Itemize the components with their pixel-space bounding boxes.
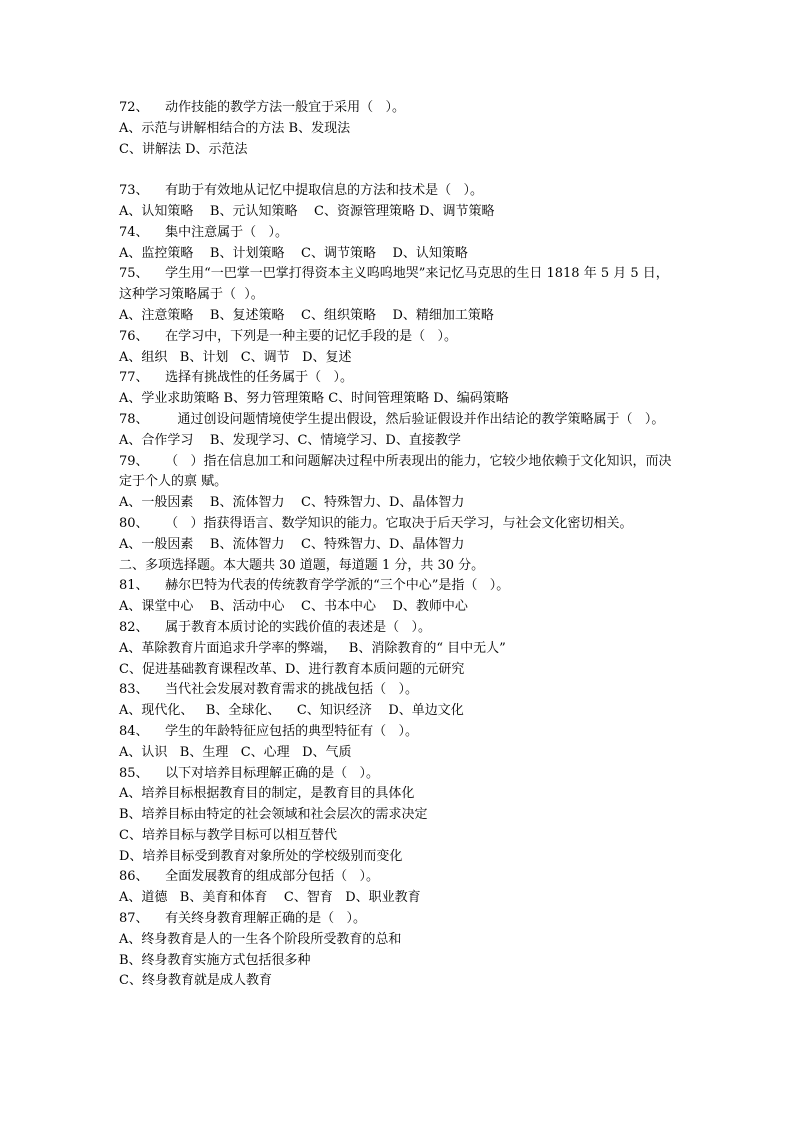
question-83: 83、 当代社会发展对教育需求的挑战包括（ ）。 [119,682,418,698]
section-heading-multiple-choice: 二、多项选择题。本大题共 30 道题，每道题 1 分，共 30 分。 [119,557,485,573]
question-77: 77、 选择有挑战性的任务属于（ ）。 [119,370,353,386]
question-86: 86、 全面发展教育的组成部分包括（ ）。 [119,869,379,885]
options-78: A、合作学习 B、发现学习、C、情境学习、D、直接教学 [119,432,461,448]
question-87: 87、 有关终身教育理解正确的是（ ）。 [119,911,366,927]
options-72-ab: A、示范与讲解相结合的方法 B、发现法 [119,120,351,136]
options-79: A、一般因素 B、流体智力 C、特殊智力、D、晶体智力 [119,495,465,511]
question-81: 81、 赫尔巴特为代表的传统教育学学派的“三个中心”是指（ ）。 [119,578,510,594]
question-82: 82、 属于教育本质讨论的实践价值的表述是（ ）。 [119,619,431,635]
question-78: 78、 通过创设问题情境使学生提出假设，然后验证假设并作出结论的教学策略属于（ ）。 [119,411,665,427]
question-80: 80、 （ ）指获得语言、数学知识的能力。它取决于后天学习，与社会文化密切相关。 [119,515,633,531]
option-87-c: C、终身教育就是成人教育 [119,973,272,989]
question-75: 75、 学生用“一巴掌一巴掌打得资本主义呜呜地哭”来记忆马克思的生日 1818 年 5 月 5 日，这种学习策略属于（ ）。 [119,266,669,303]
options-82-ab: A、革除教育片面追求升学率的弊端， B、消除教育的“ 目中无人” [119,640,506,656]
options-72-cd: C、讲解法 D、示范法 [119,141,248,157]
options-81: A、课堂中心 B、活动中心 C、书本中心 D、教师中心 [119,599,468,615]
options-82-cd: C、促进基础教育课程改革、D、进行教育本质问题的元研究 [119,661,465,677]
question-73: 73、 有助于有效地从记忆中提取信息的方法和技术是（ ）。 [119,183,483,199]
blank-line [119,160,679,181]
option-85-d: D、培养目标受到教育对象所处的学校级别而变化 [119,848,403,864]
question-72: 72、 动作技能的教学方法一般宜于采用（ ）。 [119,100,405,115]
question-74: 74、 集中注意属于（ ）。 [119,224,288,240]
option-85-a: A、培养目标根据教育目的制定，是教育目的具体化 [119,786,415,802]
options-83: A、现代化、 B、全球化、 C、知识经济 D、单边文化 [119,703,464,719]
options-74: A、监控策略 B、计划策略 C、调节策略 D、认知策略 [119,245,468,261]
options-86: A、道德 B、美育和体育 C、智育 D、职业教育 [119,890,421,906]
option-87-b: B、终身教育实施方式包括很多种 [119,952,311,968]
options-75: A、注意策略 B、复述策略 C、组织策略 D、精细加工策略 [119,307,494,323]
option-87-a: A、终身教育是人的一生各个阶段所受教育的总和 [119,931,402,947]
options-76: A、组织 B、计划 C、调节 D、复述 [119,349,352,365]
options-77: A、学业求助策略 B、努力管理策略 C、时间管理策略 D、编码策略 [119,391,509,407]
option-85-c: C、培养目标与教学目标可以相互替代 [119,827,337,843]
question-84: 84、 学生的年龄特征应包括的典型特征有（ ）。 [119,723,418,739]
question-79: 79、 （ ）指在信息加工和问题解决过程中所表现出的能力，它较少地依赖于文化知识，而决定于个人的禀 赋。 [119,453,672,490]
question-85: 85、 以下对培养目标理解正确的是（ ）。 [119,765,379,781]
options-73: A、认知策略 B、元认知策略 C、资源管理策略 D、调节策略 [119,203,495,219]
document-page [119,98,679,992]
options-80: A、一般因素 B、流体智力 C、特殊智力、D、晶体智力 [119,536,465,552]
option-85-b: B、培养目标由特定的社会领域和社会层次的需求决定 [119,807,428,823]
options-84: A、认识 B、生理 C、心理 D、气质 [119,744,352,760]
question-76: 76、 在学习中，下列是一种主要的记忆手段的是（ ）。 [119,328,457,344]
